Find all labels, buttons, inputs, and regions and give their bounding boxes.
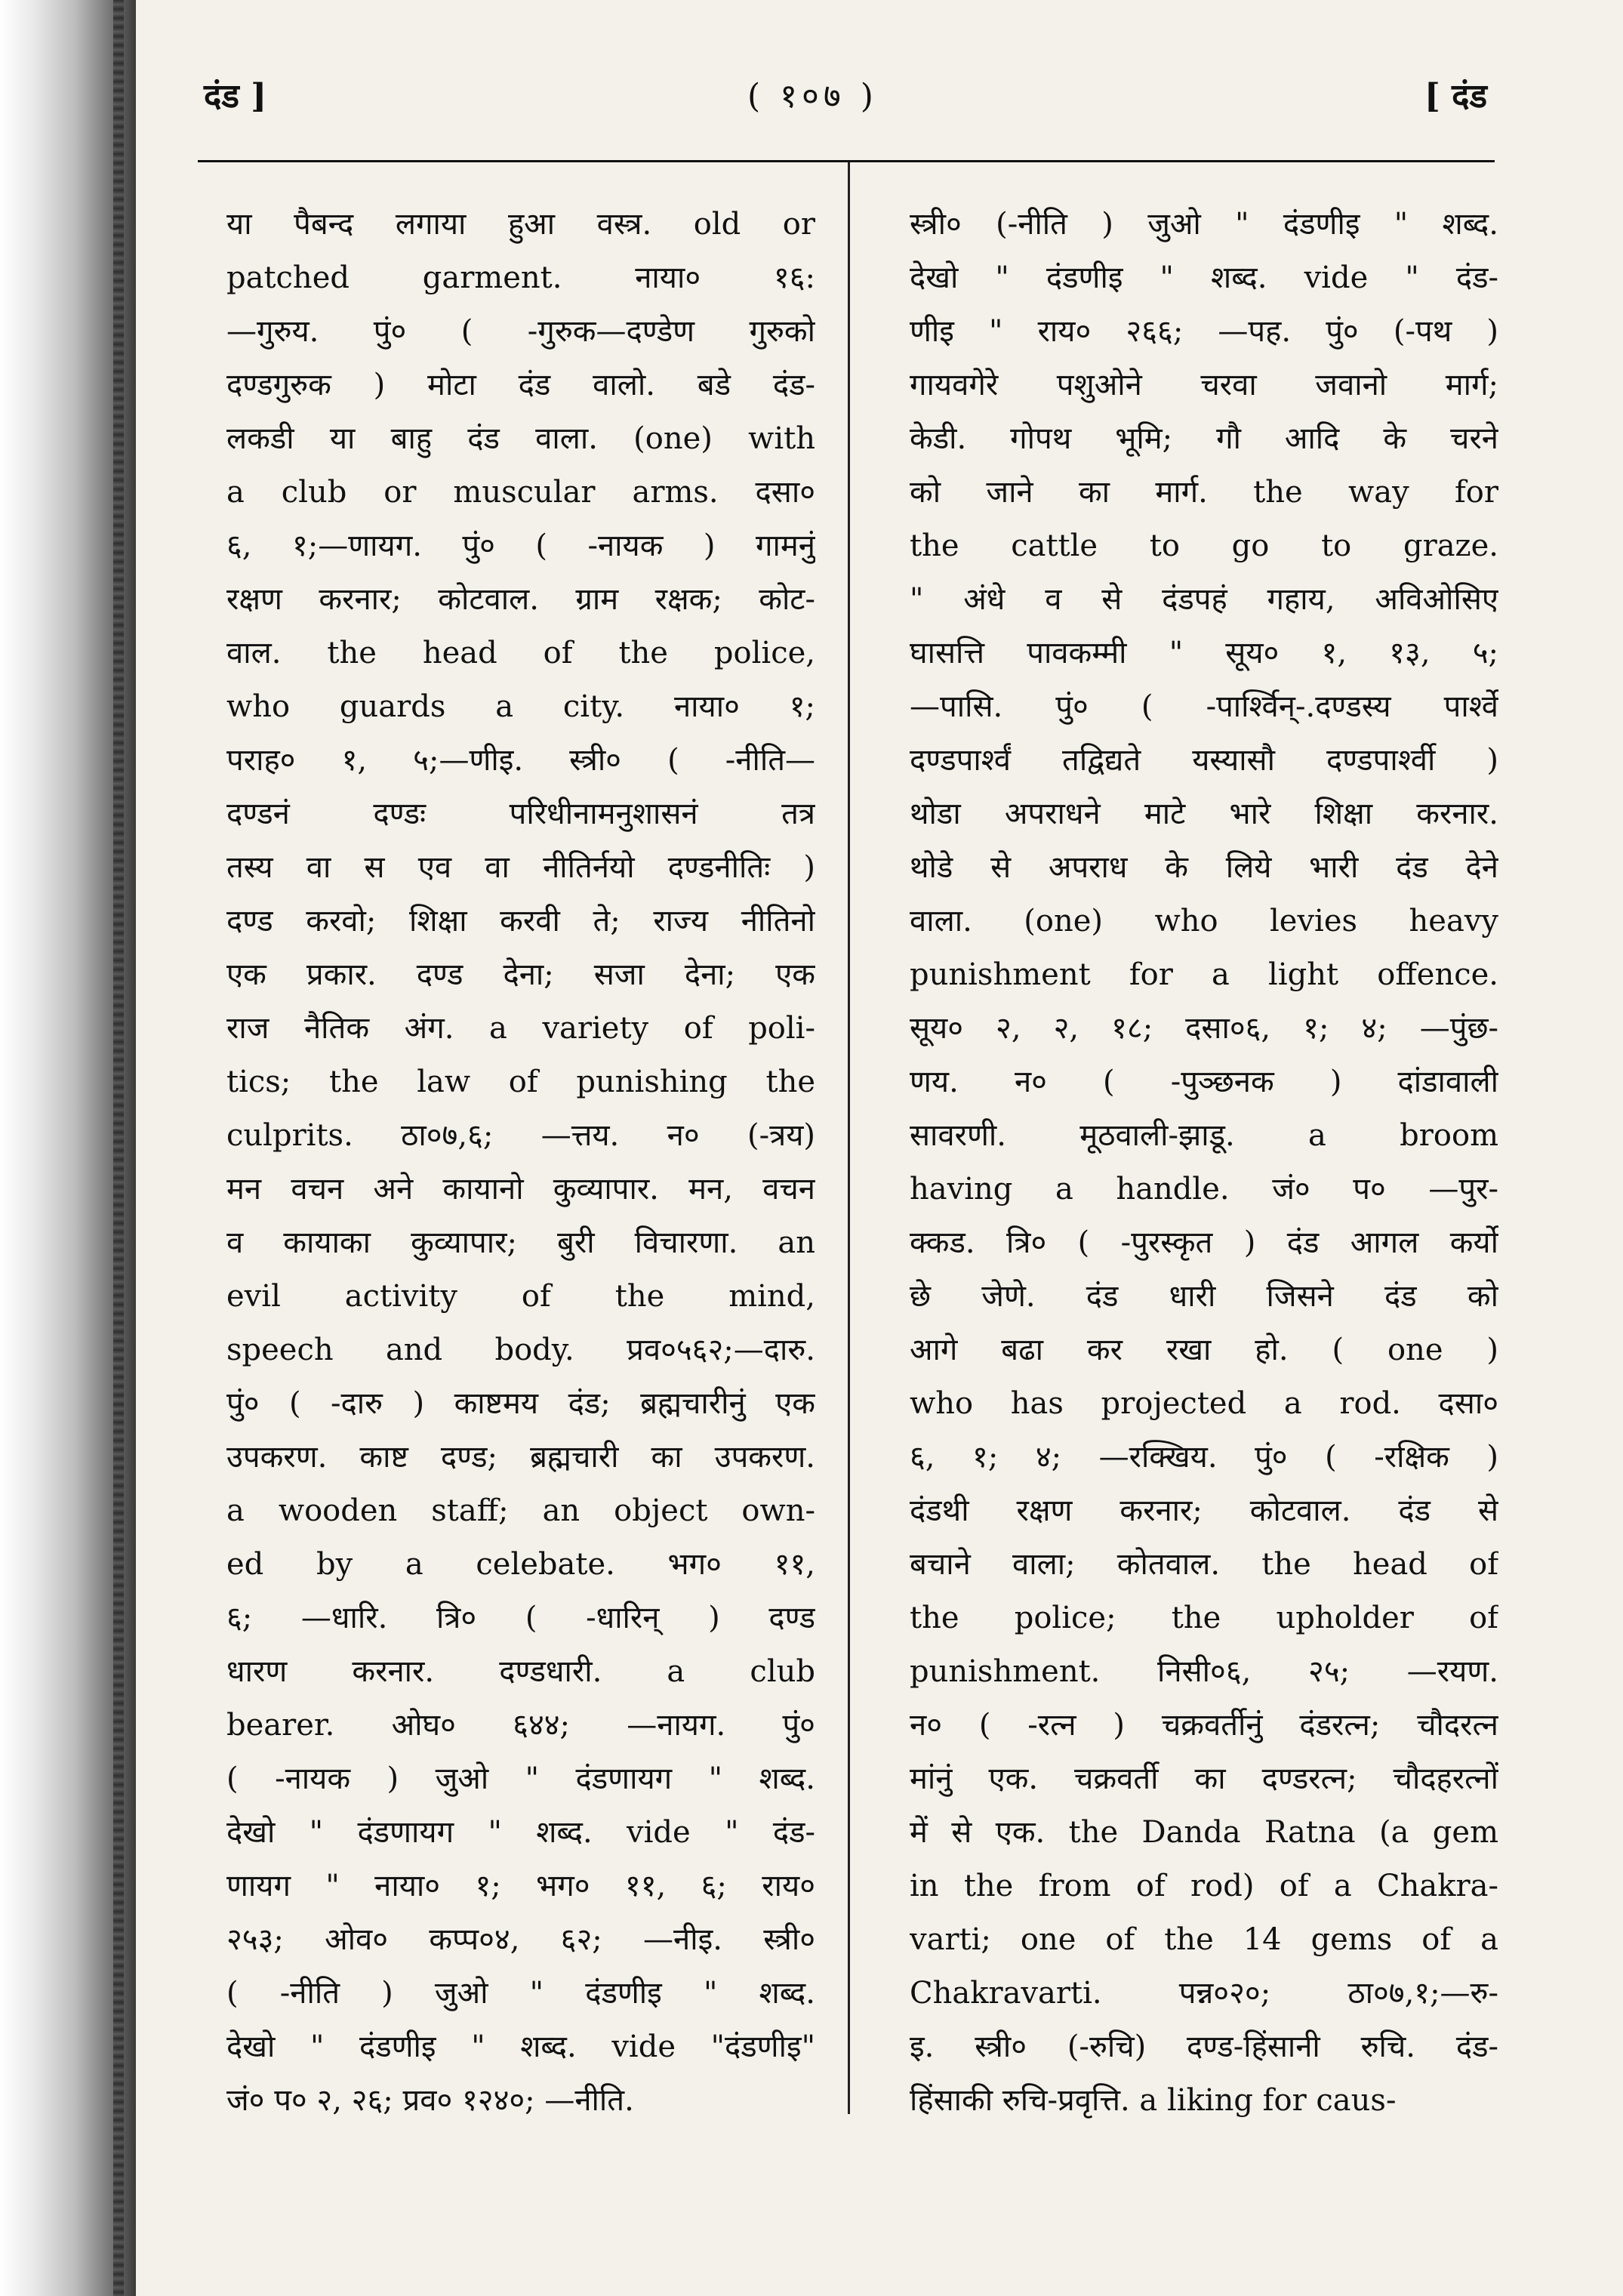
text-line: सूय० २, २, १८; दसा०६, १; ४; —पुंछ- <box>910 1011 1498 1046</box>
text-line: bearer. ओघ० ६४४; —नायग. पुं० <box>226 1708 815 1743</box>
text-line: वाला. (one) who levies heavy <box>910 904 1498 938</box>
text-line: एक प्रकार. दण्ड देना; सजा देना; एक <box>226 957 815 992</box>
text-line: सावरणी. मूठवाली-झाडू. a broom <box>910 1118 1498 1153</box>
text-line: ६, १; ४; —रक्खिय. पुं० ( -रक्षिक ) <box>910 1440 1498 1475</box>
text-line: in the from of rod) of a Chakra- <box>910 1869 1498 1903</box>
text-line: उपकरण. काष्ट दण्ड; ब्रह्मचारी का उपकरण. <box>226 1440 815 1475</box>
binding-stitch <box>113 0 124 2296</box>
text-line: गायवगेरे पशुओने चरवा जवानो मार्ग; <box>910 368 1498 402</box>
text-line: बचाने वाला; कोतवाल. the head of <box>910 1547 1498 1582</box>
text-line: " अंधे व से दंडपहं गहाय, अविओसिए <box>910 582 1498 617</box>
text-line: हिंसाकी रुचि-प्रवृत्ति. a liking for caus- <box>910 2083 1397 2118</box>
text-line: धारण करनार. दण्डधारी. a club <box>226 1654 815 1689</box>
text-line: दण्डनं दण्डः परिधीनामनुशासनं तत्र <box>226 797 815 831</box>
text-line: आगे बढा कर रखा हो. ( one ) <box>910 1333 1498 1367</box>
text-line: में से एक. the Danda Ratna (a gem <box>910 1815 1498 1850</box>
text-line: न० ( -रत्न ) चक्रवर्तीनुं दंडरत्न; चौदरत्न <box>910 1708 1498 1743</box>
text-line: जं० प० २, २६; प्रव० १२४०; —नीति. <box>226 2083 634 2118</box>
text-line: छे जेणे. दंड धारी जिसने दंड को <box>910 1279 1498 1314</box>
column-divider <box>848 162 850 2114</box>
text-line: patched garment. नाया० १६: <box>226 260 815 295</box>
text-line: रक्षण करनार; कोटवाल. ग्राम रक्षक; कोट- <box>226 582 815 617</box>
header-rule <box>198 160 1495 162</box>
text-line: देखो " दंडणीइ " शब्द. vide " दंड- <box>910 260 1498 295</box>
text-line: दण्ड करवो; शिक्षा करवी ते; राज्य नीतिनो <box>226 904 815 938</box>
text-line: णीइ " राय० २६६; —पह. पुं० (-पथ ) <box>910 314 1498 349</box>
text-line: राज नैतिक अंग. a variety of poli- <box>226 1011 815 1046</box>
text-line: थोडा अपराधने माटे भारे शिक्षा करनार. <box>910 797 1498 831</box>
text-line: evil activity of the mind, <box>226 1279 815 1314</box>
text-line: —पासि. पुं० ( -पार्श्विन्-.दण्डस्य पार्श्वे <box>910 689 1498 724</box>
text-line: पराह० १, ५;—णीइ. स्त्री० ( -नीति— <box>226 743 815 778</box>
text-line: ed by a celebate. भग० ११, <box>226 1547 815 1582</box>
text-line: पुं० ( -दारु ) काष्टमय दंड; ब्रह्मचारीनुं एक <box>226 1386 815 1421</box>
text-line: या पैबन्द लगाया हुआ वस्त्र. old or <box>226 207 815 242</box>
text-line: ६, १;—णायग. पुं० ( -नायक ) गामनुं <box>226 529 815 563</box>
text-line: देखो " दंडणीइ " शब्द. vide "दंडणीइ" <box>226 2029 815 2064</box>
header-left-word: दंड ] <box>204 77 267 116</box>
right-column <box>910 198 1498 2146</box>
text-line: २५३; ओव० कप्प०४, ६२; —नीइ. स्त्री० <box>226 1922 815 1957</box>
text-line: ( -नीति ) जुओ " दंडणीइ " शब्द. <box>226 1976 815 2011</box>
text-line: culprits. ठा०७,६; —त्तय. न० (-त्रय) <box>226 1118 815 1153</box>
text-line: tics; the law of punishing the <box>226 1065 815 1099</box>
text-line: वाल. the head of the police, <box>226 636 815 670</box>
text-line: णायग " नाया० १; भग० ११, ६; राय० <box>226 1869 815 1903</box>
text-line: speech and body. प्रव०५६२;—दारु. <box>226 1333 815 1367</box>
text-line: punishment. निसी०६, २५; —रयण. <box>910 1654 1498 1689</box>
text-line: ( -नायक ) जुओ " दंडणायग " शब्द. <box>226 1761 815 1796</box>
text-line: दंडथी रक्षण करनार; कोटवाल. दंड से <box>910 1493 1498 1528</box>
text-line: ६; —धारि. त्रि० ( -धारिन् ) दण्ड <box>226 1601 815 1635</box>
text-line: तस्य वा स एव वा नीतिर्नयो दण्डनीतिः ) <box>226 850 815 885</box>
page-header <box>196 72 1495 132</box>
text-line: varti; one of the 14 gems of a <box>910 1922 1498 1957</box>
text-line: —गुरुय. पुं० ( -गुरुक—दण्डेण गुरुको <box>226 314 815 349</box>
text-line: having a handle. जं० प० —पुर- <box>910 1172 1498 1207</box>
text-line: who guards a city. नाया० १; <box>226 689 815 724</box>
page-number: ( १०७ ) <box>747 77 878 116</box>
text-line: the cattle to go to graze. <box>910 529 1498 563</box>
text-line: a club or muscular arms. दसा० <box>226 475 815 510</box>
text-line: क्कड. त्रि० ( -पुरस्कृत ) दंड आगल कर्यो <box>910 1225 1498 1260</box>
text-line: Chakravarti. पन्न०२०; ठा०७,१;—रु- <box>910 1976 1498 2011</box>
text-line: इ. स्त्री० (-रुचि) दण्ड-हिंसानी रुचि. दंड- <box>910 2029 1498 2064</box>
header-right-word: [ दंड <box>1424 77 1487 116</box>
text-line: मन वचन अने कायानो कुव्यापार. मन, वचन <box>226 1172 815 1207</box>
text-line: a wooden staff; an object own- <box>226 1493 815 1528</box>
text-line: को जाने का मार्ग. the way for <box>910 475 1498 510</box>
text-line: the police; the upholder of <box>910 1601 1498 1635</box>
text-line: देखो " दंडणायग " शब्द. vide " दंड- <box>226 1815 815 1850</box>
text-line: who has projected a rod. दसा० <box>910 1386 1498 1421</box>
text-line: थोडे से अपराध के लिये भारी दंड देने <box>910 850 1498 885</box>
text-line: punishment for a light offence. <box>910 957 1498 992</box>
left-column <box>226 198 815 2146</box>
text-line: दण्डगुरुक ) मोटा दंड वालो. बडे दंड- <box>226 368 815 402</box>
text-line: व कायाका कुव्यापार; बुरी विचारणा. an <box>226 1225 815 1260</box>
text-line: घासत्ति पावकम्मी " सूय० १, १३, ५; <box>910 636 1498 670</box>
text-line: लकडी या बाहु दंड वाला. (one) with <box>226 421 815 456</box>
text-line: केडी. गोपथ भूमि; गौ आदि के चरने <box>910 421 1498 456</box>
text-line: स्त्री० (-नीति ) जुओ " दंडणीइ " शब्द. <box>910 207 1498 242</box>
text-line: दण्डपार्श्वं तद्विद्यते यस्यासौ दण्डपार्श्वी ) <box>910 743 1498 778</box>
text-line: णय. न० ( -पुञ्छनक ) दांडावाली <box>910 1065 1498 1099</box>
text-line: मांनुं एक. चक्रवर्ती का दण्डरत्न; चौदहरत्नों <box>910 1761 1498 1796</box>
